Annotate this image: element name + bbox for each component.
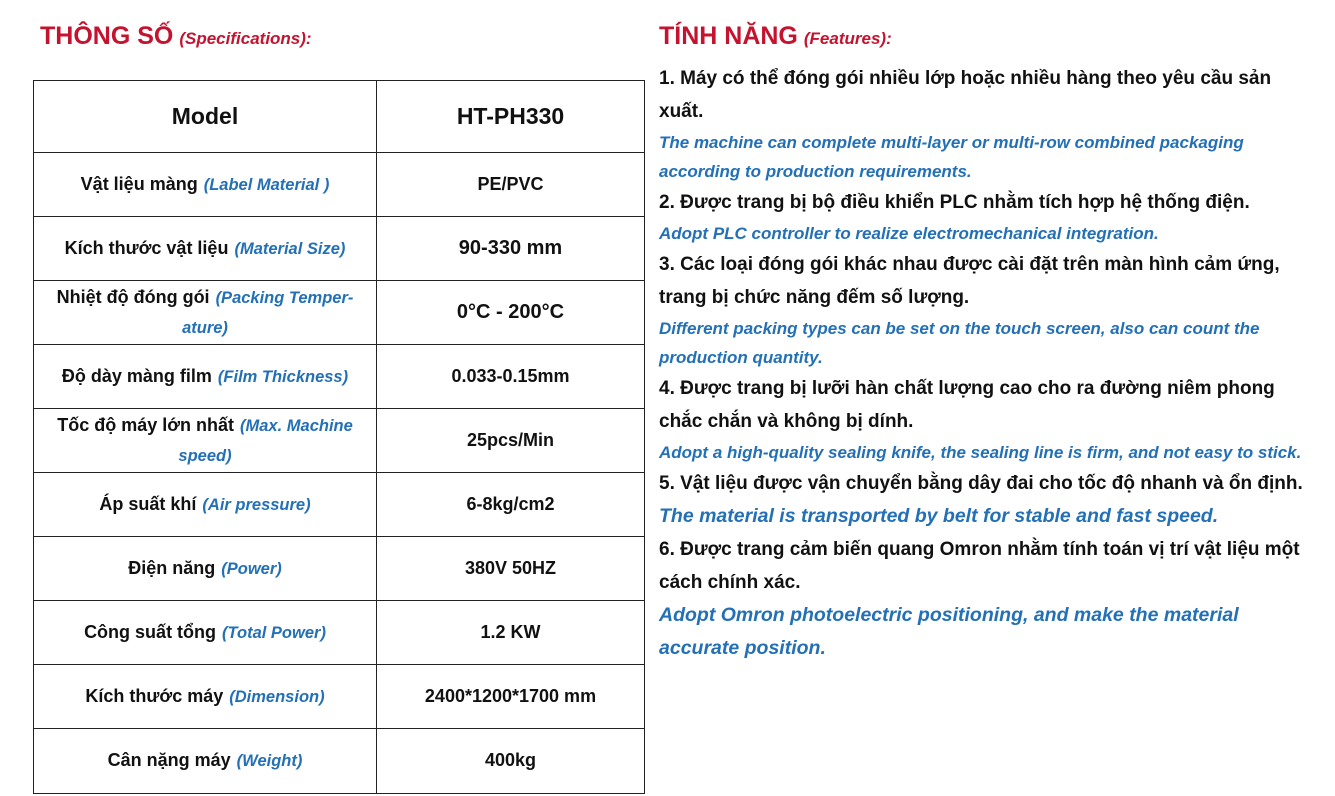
spec-label-vi: Áp suất khí xyxy=(99,493,197,514)
feature-text-vi: 3. Các loại đóng gói khác nhau được cài đặt trên màn hình cảm ứng, trang bị chức năng đếm số lượng. xyxy=(659,254,1280,308)
spec-value-cell: 6-8kg/cm2 xyxy=(377,473,645,537)
table-row xyxy=(34,217,645,281)
spec-value-cell: 0°C - 200°C xyxy=(377,281,645,345)
spec-label-cell xyxy=(34,665,377,729)
feature-text-vi: 2. Được trang bị bộ điều khiển PLC nhằm tích hợp hệ thống điện. xyxy=(659,192,1250,213)
spec-label-cell xyxy=(34,345,377,409)
spec-label-en: (Film Thickness) xyxy=(217,367,349,386)
specifications-subtitle: (Specifications): xyxy=(179,29,312,48)
spec-label-cell xyxy=(34,217,377,281)
spec-label-vi: Nhiệt độ đóng gói xyxy=(56,286,210,307)
feature-text-en: The material is transported by belt for stable and fast speed. xyxy=(659,505,1219,527)
table-row xyxy=(34,153,645,217)
spec-value-cell: PE/PVC xyxy=(377,153,645,217)
features-subtitle: (Features): xyxy=(803,29,892,48)
spec-label-en: (Dimension) xyxy=(229,687,325,706)
features-title: TÍNH NĂNG xyxy=(659,22,798,50)
feature-item xyxy=(659,467,1319,533)
spec-label-vi: Cân nặng máy xyxy=(107,750,231,771)
feature-text-vi: 1. Máy có thể đóng gói nhiều lớp hoặc nhiều hàng theo yêu cầu sản xuất. xyxy=(659,68,1272,122)
feature-item xyxy=(659,372,1319,467)
spec-label-cell xyxy=(34,409,377,473)
spec-label-en: (Power) xyxy=(221,559,282,578)
spec-label-en: (Max. Machine speed) xyxy=(178,416,353,465)
feature-text-vi: 5. Vật liệu được vận chuyển bằng dây đai cho tốc độ nhanh và ổn định. xyxy=(659,473,1303,494)
feature-text-en: Adopt PLC controller to realize electromechanical integration. xyxy=(659,224,1159,243)
feature-text-en: The machine can complete multi-layer or multi-row combined packaging according to production requirements. xyxy=(659,133,1244,181)
spec-value-cell: 2400*1200*1700 mm xyxy=(377,665,645,729)
spec-label-cell xyxy=(34,537,377,601)
table-header-row xyxy=(34,81,645,153)
table-row xyxy=(34,729,645,794)
table-row xyxy=(34,537,645,601)
spec-label-en: (Air pressure) xyxy=(202,495,311,514)
table-row xyxy=(34,473,645,537)
table-row xyxy=(34,345,645,409)
table-row xyxy=(34,409,645,473)
features-heading xyxy=(659,22,892,51)
spec-value-cell: 400kg xyxy=(377,729,645,794)
spec-label-vi: Điện năng xyxy=(128,557,216,578)
specifications-table xyxy=(33,80,645,794)
spec-label-vi: Công suất tổng xyxy=(84,621,217,642)
spec-label-cell xyxy=(34,729,377,794)
specifications-heading xyxy=(40,22,312,51)
spec-label-cell xyxy=(34,281,377,345)
spec-label-vi: Kích thước vật liệu xyxy=(64,237,229,258)
spec-label-en: (Weight) xyxy=(236,752,303,771)
spec-label-cell xyxy=(34,601,377,665)
spec-label-en: (Label Material ) xyxy=(203,175,330,194)
spec-value-cell: 25pcs/Min xyxy=(377,409,645,473)
spec-value-cell: 380V 50HZ xyxy=(377,537,645,601)
feature-item xyxy=(659,533,1319,665)
features-list xyxy=(659,62,1319,665)
specifications-title: THÔNG SỐ xyxy=(40,22,174,50)
spec-label-vi: Độ dày màng film xyxy=(61,365,212,386)
feature-item xyxy=(659,248,1319,372)
feature-item xyxy=(659,186,1319,248)
feature-text-vi: 4. Được trang bị lưỡi hàn chất lượng cao cho ra đường niêm phong chắc chắn và không bị dính. xyxy=(659,378,1275,432)
spec-label-vi: Kích thước máy xyxy=(85,685,224,706)
spec-label-en: (Material Size) xyxy=(234,239,346,258)
model-value-cell: HT-PH330 xyxy=(377,81,645,153)
spec-label-vi: Vật liệu màng xyxy=(80,173,198,194)
feature-text-en: Different packing types can be set on the touch screen, also can count the production quantity. xyxy=(659,319,1260,367)
spec-value-cell: 90-330 mm xyxy=(377,217,645,281)
feature-item xyxy=(659,62,1319,186)
spec-label-cell xyxy=(34,153,377,217)
table-row xyxy=(34,601,645,665)
spec-label-cell xyxy=(34,473,377,537)
spec-label-en: (Packing Temper-ature) xyxy=(182,288,354,337)
spec-label-en: (Total Power) xyxy=(222,623,326,642)
feature-text-en: Adopt Omron photoelectric positioning, and make the material accurate position. xyxy=(659,604,1239,659)
table-row xyxy=(34,665,645,729)
feature-text-vi: 6. Được trang cảm biến quang Omron nhằm tính toán vị trí vật liệu một cách chính xác. xyxy=(659,539,1300,593)
table-row xyxy=(34,281,645,345)
feature-text-en: Adopt a high-quality sealing knife, the sealing line is firm, and not easy to stick. xyxy=(659,443,1302,462)
model-label-cell: Model xyxy=(34,81,377,153)
spec-value-cell: 1.2 KW xyxy=(377,601,645,665)
spec-label-vi: Tốc độ máy lớn nhất xyxy=(57,414,235,435)
spec-value-cell: 0.033-0.15mm xyxy=(377,345,645,409)
